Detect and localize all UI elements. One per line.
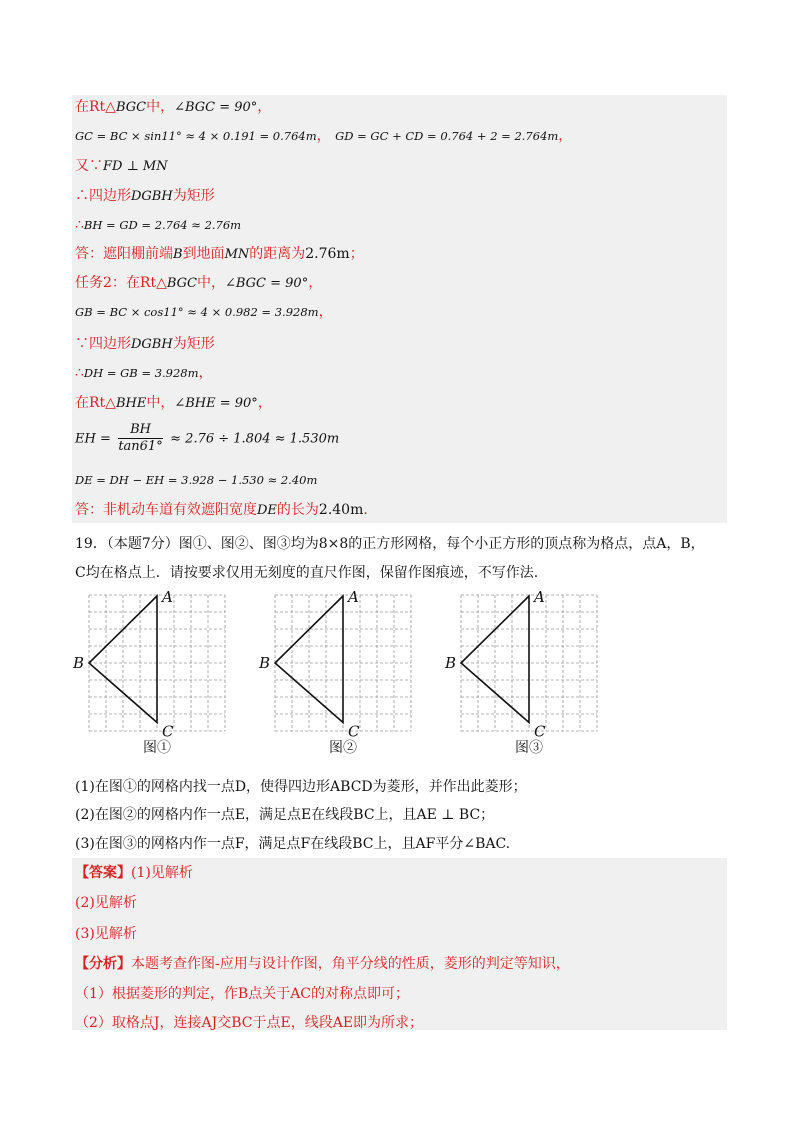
analysis-step-2: （2）取格点J，连接AJ交BC于点E，线段AE即为所求； [75, 1015, 424, 1031]
answer-block [72, 858, 727, 1030]
analysis-line: 【分析】本题考查作图-应用与设计作图，角平分线的性质，菱形的判定等知识， [75, 956, 570, 972]
solution-line-9: ∵四边形DGBH为矩形 [75, 336, 215, 352]
grid-figure-3 [444, 588, 597, 741]
solution-line-6: 答：遮阳棚前端B到地面MN的距离为2.76m； [75, 246, 364, 262]
answer-line-1: 【答案】(1)见解析 [75, 865, 193, 881]
part-2: (2)在图②的网格内作一点E，满足点E在线段BC上，且AE ⊥ BC； [75, 807, 495, 823]
figure-caption-2: 图② [329, 740, 357, 756]
part-1: (1)在图①的网格内找一点D，使得四边形ABCD为菱形，并作出此菱形； [75, 779, 527, 795]
answer-line-3: (3)见解析 [75, 926, 137, 942]
figures [0, 588, 800, 758]
solution-line-5: ∴BH = GD = 2.764 ≈ 2.76m [75, 217, 242, 233]
point-a-label: A [348, 588, 359, 606]
point-b-label: B [73, 654, 85, 672]
fraction: $\frac{BH}{\tan 61^\circ}$ [118, 422, 163, 454]
triangle-abc [461, 596, 529, 723]
point-a-label: A [534, 588, 545, 606]
analysis-step-1: （1）根据菱形的判定，作B点关于AC的对称点即可； [75, 986, 410, 1002]
triangle-abc [275, 596, 343, 723]
grid-figure-2 [258, 588, 411, 741]
point-c-label: C [348, 722, 360, 741]
figure-caption-3: 图③ [515, 740, 543, 756]
point-c-label: C [162, 722, 174, 741]
grid-figure-1 [72, 588, 225, 741]
triangle-abc [89, 596, 157, 723]
point-b-label: B [445, 654, 457, 672]
solution-line-1: 在Rt△BGC中，∠BGC = 90°， [75, 99, 272, 115]
solution-line-2: GC = BC × sin11° ≈ 4 × 0.191 = 0.764m， GD = GC + CD = 0.764 + 2 = 2.764m， [75, 128, 573, 144]
part-3: (3)在图③的网格内作一点F，满足点F在线段BC上，且AF平分∠BAC. [75, 836, 511, 852]
question-line-1: 19．（本题7分）图①、图②、图③均为8×8的正方形网格，每个小正方形的顶点称为格点，点A，B， [75, 536, 705, 552]
solution-line-12: EH = $\frac{BH}{\tan 61^\circ}$ ≈ 2.76 ÷ 1.804 ≈ 1.530m [75, 422, 340, 454]
solution-line-3: 又∵FD ⊥ MN [75, 158, 168, 174]
question-line-2: C均在格点上．请按要求仅用无刻度的直尺作图，保留作图痕迹，不写作法. [75, 565, 539, 581]
solution-line-7: 任务2：在Rt△BGC中，∠BGC = 90°， [75, 275, 323, 291]
solution-line-14: 答：非机动车道有效遮阳宽度DE的长为2.40m. [75, 502, 368, 518]
solution-line-13: DE = DH − EH = 3.928 − 1.530 ≈ 2.40m [75, 473, 318, 487]
answer-line-2: (2)见解析 [75, 895, 137, 911]
solution-line-11: 在Rt△BHE中，∠BHE = 90°， [75, 395, 272, 411]
figure-caption-1: 图① [143, 740, 171, 756]
point-c-label: C [534, 722, 546, 741]
point-b-label: B [259, 654, 271, 672]
solution-line-8: GB = BC × cos11° ≈ 4 × 0.982 = 3.928m， [75, 304, 333, 320]
solution-line-4: ∴四边形DGBH为矩形 [75, 188, 215, 204]
solution-line-10: ∴DH = GB = 3.928m， [75, 365, 213, 381]
point-a-label: A [162, 588, 173, 606]
